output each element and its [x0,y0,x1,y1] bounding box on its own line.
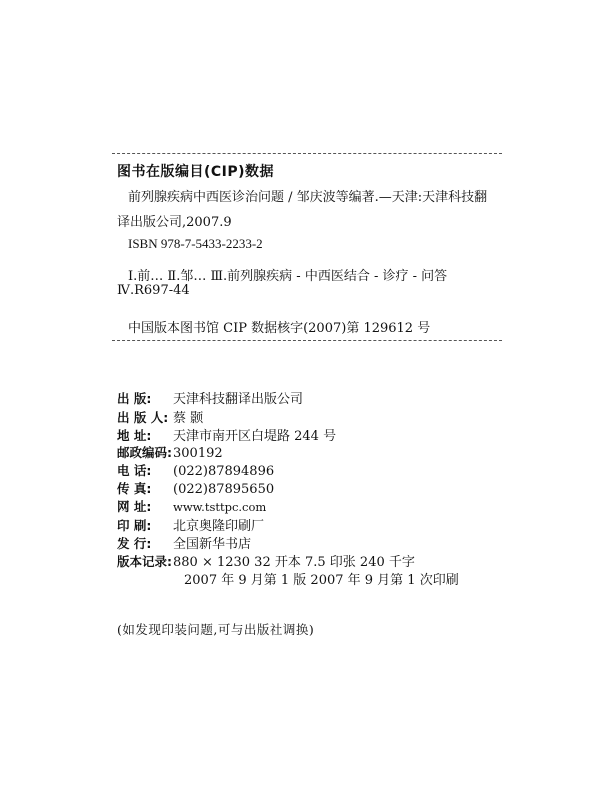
edition-line: 2007 年 9 月第 1 版 2007 年 9 月第 1 次印刷 [184,573,459,588]
pub-label: 电 话: [117,463,152,478]
pub-row-distribution [117,533,251,552]
cip-title: 图书在版编目(CIP)数据 [117,164,275,180]
pub-value: 全国新华书店 [173,537,252,552]
cip-line-2: 译出版公司,2007.9 [117,215,232,230]
bottom-divider [112,340,502,341]
cip-subjects-1: Ⅰ.前… Ⅱ.邹… Ⅲ.前列腺疾病 - 中西医结合 - 诊疗 - 问答 [128,269,448,284]
pub-label: 邮政编码: [117,445,172,460]
pub-label: 出 版 人: [117,410,169,425]
pub-label: 印 刷: [117,518,152,533]
pub-value: 天津市南开区白堤路 244 号 [173,429,337,444]
pub-value: 300192 [173,446,223,461]
pub-value: (022)87894896 [173,464,275,479]
pub-row-printer [117,515,264,534]
pub-label: 出 版: [117,391,152,406]
pub-label: 版本记录: [117,554,172,569]
pub-row-phone [117,461,274,479]
isbn: ISBN 978-7-5433-2233-2 [128,236,263,251]
pub-row-postcode [117,443,223,461]
pub-value: 蔡 颢 [173,411,204,426]
pub-row-fax [117,479,274,497]
pub-label: 传 真: [117,481,152,496]
replacement-note: (如发现印装问题,可与出版社调换) [117,622,315,637]
cip-line-1: 前列腺疾病中西医诊治问题 / 邹庆波等编著.—天津:天津科技翻 [128,190,488,205]
pub-row-website [117,497,266,515]
pub-row-format [117,551,415,570]
pub-row-address [117,425,336,444]
cip-number: 中国版本图书馆 CIP 数据核字(2007)第 129612 号 [128,321,431,336]
top-divider [112,153,502,154]
pub-label: 地 址: [117,428,152,443]
pub-value: 880 × 1230 32 开本 7.5 印张 240 千字 [173,555,415,570]
pub-value: www.tsttpc.com [173,500,267,514]
pub-value: 天津科技翻译出版公司 [173,392,304,407]
pub-row-publisher-person [117,407,203,426]
pub-label: 发 行: [117,536,152,551]
pub-value: (022)87895650 [173,482,275,497]
pub-label: 网 址: [117,499,152,514]
cip-subjects-2: Ⅳ.R697-44 [117,283,190,298]
pub-value: 北京奥隆印刷厂 [173,519,265,534]
pub-row-publisher [117,388,303,407]
